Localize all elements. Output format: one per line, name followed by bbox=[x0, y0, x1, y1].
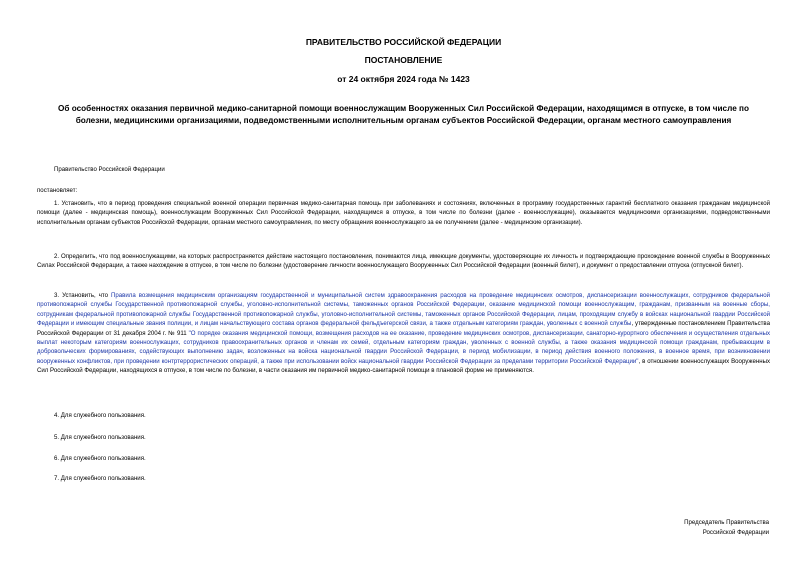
paragraph-3-middle: , утвержденные постановлением Правительства Российской Федерации от 31 декабря 2004 г. № 911 bbox=[37, 320, 770, 337]
rules-link[interactable]: Правила возмещения медицинским организациям государственной и муниципальной систем здравоохранения расходов на проведение медицинских осмотров, диспансеризации военнослужащих, сотрудников федеральной противопожарной службы Государственной противопожарной службы, уголовно-исполнительной системы, таможенных органов Российской Федерации, оказание медицинской помощи военнослужащим, гражданам, призванным на военные сборы, сотрудникам федеральной противопожарной службы Государственной противопожарной службы, уголовно-исполнительной системы, таможенных органов Российской Федерации, лицам, проходящим службу в войсках национальной гвардии Российской Федерации и имеющим специальные звания полиции, и лицам начальствующего состава органов федеральной фельдъегерской связи, а также отдельным категориям граждан, уволенных с военной службы bbox=[37, 292, 771, 328]
paragraph-3 bbox=[37, 291, 770, 376]
paragraph-1: 1. Установить, что в период проведения специальной военной операции первичная медико-санитарная помощь при заболеваниях и состояниях, включенных в программу государственных гарантий бесплатного оказания гражданам медицинской помощи (далее - медицинская помощь), военнослужащим Вооруженных Сил Российской Федерации, находящимся в отпуске, в том числе по болезни (далее - военнослужащие), оказывается медицинскими организациями, подведомственными исполнительным органам субъектов Российской Федерации, органам местного самоуправления, по месту обращения военнослужащего за ее получением (далее - медицинские организации). bbox=[37, 200, 770, 226]
signature-position: Председатель Правительства bbox=[684, 519, 769, 526]
paragraph-3-end: , в отношении военнослужащих Вооруженных Сил Российской Федерации, находящихся в отпуске, в том числе по болезни, в части оказания им первичной медико-санитарной помощи в плановой форме не применяются. bbox=[37, 357, 771, 375]
paragraph-5: 5. Для служебного пользования. bbox=[54, 434, 146, 441]
paragraph-4: 4. Для служебного пользования. bbox=[54, 412, 146, 419]
resolution-911-link[interactable]: "О порядке оказания медицинской помощи, возмещения расходов на ее оказание, проведение медицинских осмотров, диспансеризации, санаторно-курортного обеспечения и осуществления отдельных выплат некоторым категориям военнослужащих, сотрудников правоохранительных органов и членам их семей, отдельным категориям граждан, уволенных с военной службы, а также оказания медицинской помощи гражданам, пребывающим в добровольческих формированиях, содействующих выполнению задач, возложенных на войска национальной гвардии Российской Федерации, в период мобилизации, в период действия военного положения, в военное время, при возникновении вооруженных конфликтов, при проведении контртеррористических операций, а также при использовании войск национальной гвардии Российской Федерации за пределами территории Российской Федерации" bbox=[37, 329, 770, 365]
document-title: Об особенностях оказания первичной медико-санитарной помощи военнослужащим Вооруженных Сил Российской Федерации, находящимся в отпуске, в том числе по болезни, медицинскими организациями, подведомственными исполнительным органам субъектов Российской Федерации, органам местного самоуправления bbox=[58, 104, 749, 125]
document-type-heading: ПОСТАНОВЛЕНИЕ bbox=[364, 55, 443, 65]
resolves-line: постановляет: bbox=[37, 187, 78, 194]
date-number-heading: от 24 октября 2024 года № 1423 bbox=[337, 74, 470, 84]
paragraph-6: 6. Для служебного пользования. bbox=[54, 455, 146, 462]
authority-line: Правительство Российской Федерации bbox=[54, 166, 165, 173]
paragraph-2: 2. Определить, что под военнослужащими, на которых распространяется действие настоящего постановления, понимаются лица, имеющие документы, удостоверяющие их личность и подтверждающие прохождение военной службы в Вооруженных Силах Российской Федерации, а также нахождение в отпуске, в том числе по болезни (удостоверение личности военнослужащего Вооруженных Сил Российской Федерации (военный билет), и документ о предоставлении отпуска (отпускной билет). bbox=[37, 253, 770, 270]
paragraph-7: 7. Для служебного пользования. bbox=[54, 475, 146, 482]
government-heading: ПРАВИТЕЛЬСТВО РОССИЙСКОЙ ФЕДЕРАЦИИ bbox=[305, 37, 502, 47]
paragraph-3-start: 3. Установить, что bbox=[54, 292, 111, 299]
signature-country: Российской Федерации bbox=[702, 528, 769, 536]
signature-block bbox=[684, 518, 769, 537]
